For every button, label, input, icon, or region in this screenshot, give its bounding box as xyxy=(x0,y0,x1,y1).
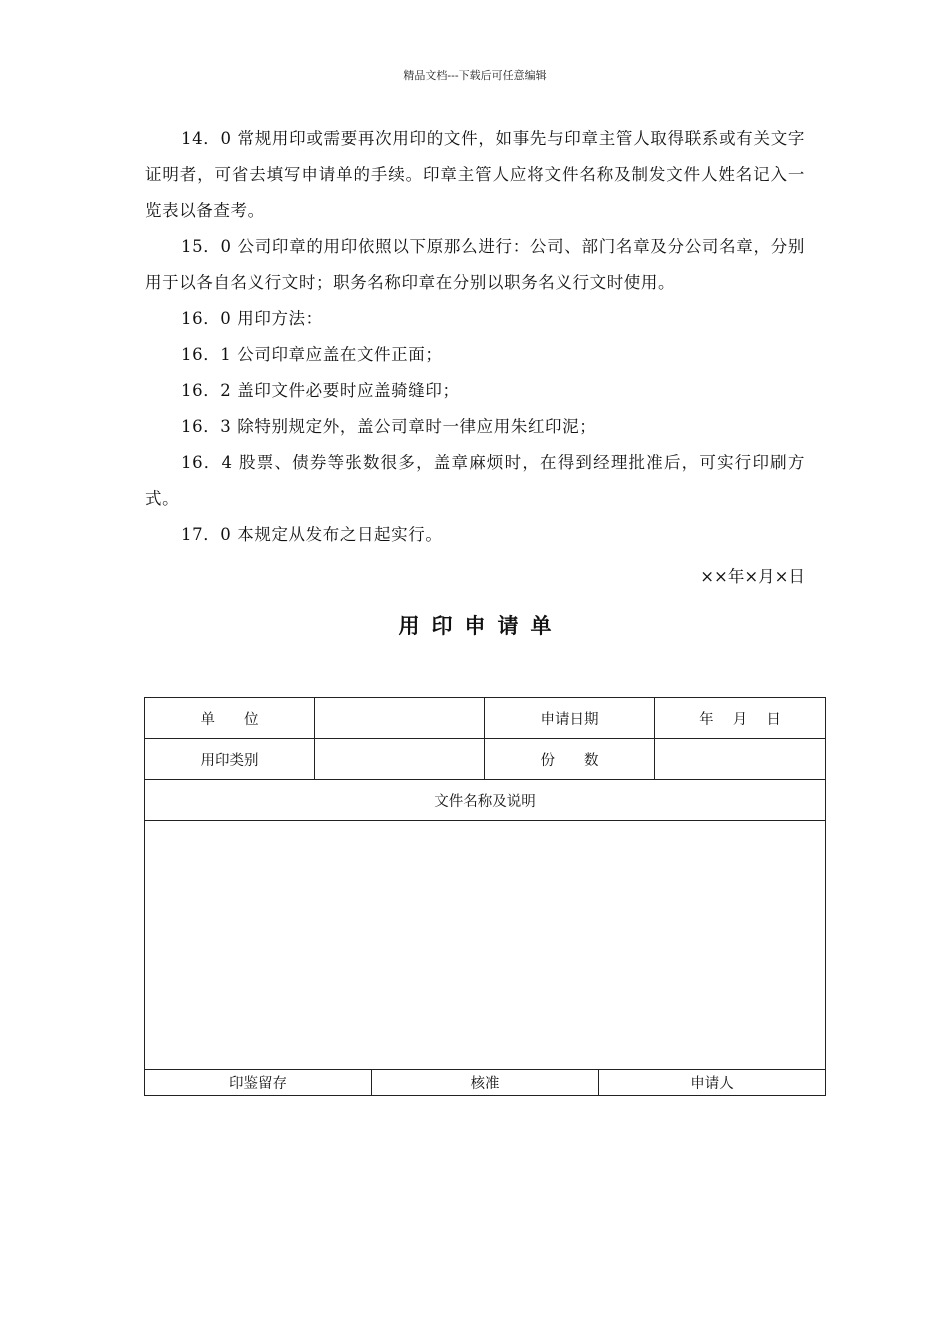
form-row-unit xyxy=(145,698,826,739)
form-row-doc-desc-header xyxy=(145,780,826,821)
copies-field[interactable] xyxy=(655,739,826,780)
paragraph-16-1: 16．1 公司印章应盖在文件正面； xyxy=(181,345,443,364)
paragraph-16-4: 16．4 股票、债券等张数很多，盖章麻烦时，在得到经理批准后，可实行印刷方式。 xyxy=(145,453,805,508)
applicant-label: 申请人 xyxy=(599,1070,826,1096)
issue-date: ××年×月×日 xyxy=(700,567,805,586)
apply-date-label: 申请日期 xyxy=(485,698,655,739)
paragraph-16-0: 16．0 用印方法： xyxy=(181,309,323,328)
form-title: 用印申请单 xyxy=(398,613,564,638)
paragraph-16-2: 16．2 盖印文件必要时应盖骑缝印； xyxy=(181,381,460,400)
seal-record-label: 印鉴留存 xyxy=(145,1070,372,1096)
paragraph-17-0: 17．0 本规定从发布之日起实行。 xyxy=(181,525,443,544)
unit-field[interactable] xyxy=(315,698,485,739)
seal-type-label: 用印类别 xyxy=(145,739,315,780)
regulation-body xyxy=(145,121,805,553)
unit-label: 单 位 xyxy=(145,698,315,739)
page-header: 精品文档---下载后可任意编辑 xyxy=(403,69,547,82)
approve-label: 核准 xyxy=(372,1070,599,1096)
seal-type-field[interactable] xyxy=(315,739,485,780)
seal-application-form xyxy=(144,697,826,1070)
doc-desc-field[interactable] xyxy=(145,821,826,1070)
doc-desc-label: 文件名称及说明 xyxy=(145,780,826,821)
paragraph-14-0: 14．0 常规用印或需要再次用印的文件，如事先与印章主管人取得联系或有关文字证明者，可省去填写申请单的手续。印章主管人应将文件名称及制发文件人姓名记入一览表以备查考。 xyxy=(145,129,805,220)
apply-date-field[interactable]: 年 月 日 xyxy=(655,698,826,739)
copies-label: 份 数 xyxy=(485,739,655,780)
paragraph-16-3: 16．3 除特别规定外，盖公司章时一律应用朱红印泥； xyxy=(181,417,597,436)
paragraph-15-0: 15．0 公司印章的用印依照以下原那么进行：公司、部门名章及分公司名章，分别用于以各自名义行文时；职务名称印章在分别以职务名义行文时使用。 xyxy=(145,237,805,292)
signature-row xyxy=(144,1069,826,1096)
form-row-doc-desc-body xyxy=(145,821,826,1070)
form-row-type xyxy=(145,739,826,780)
